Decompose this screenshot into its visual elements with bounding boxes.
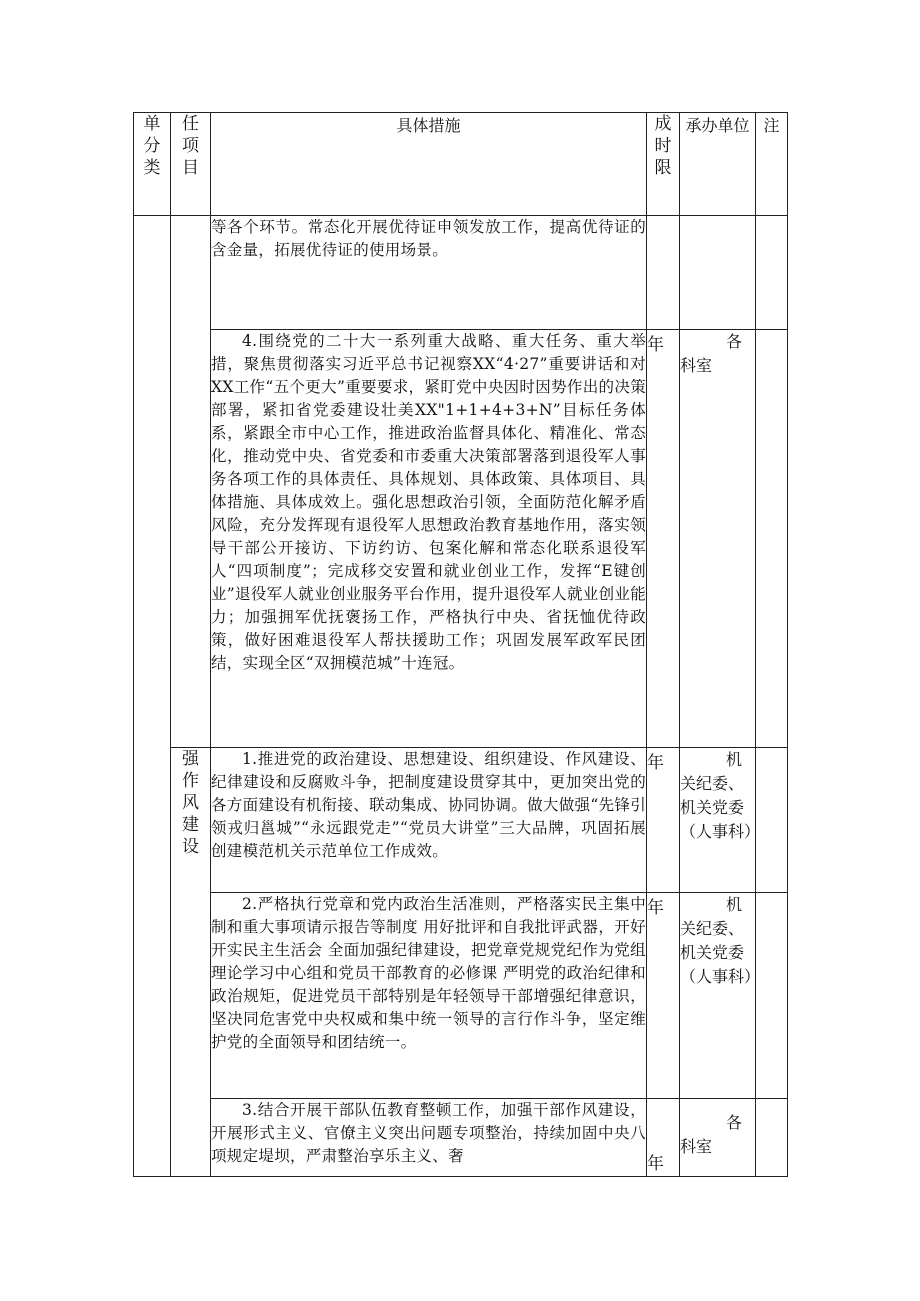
unit-cell xyxy=(680,216,756,330)
unit-cell: 机 关纪委、机关党委（人事科） xyxy=(680,893,756,1099)
remarks-cell xyxy=(756,893,788,1099)
header-responsible-unit: 承办单位 xyxy=(680,113,756,216)
remarks-cell xyxy=(756,1099,788,1177)
deadline-cell: 年 xyxy=(647,893,680,1099)
unit-cell: 机 关纪委、机关党委（人事科） xyxy=(680,748,756,893)
remarks-cell xyxy=(756,748,788,893)
measure-cell: 2.严格执行党章和党内政治生活准则，严格落实民主集中制和重大事项请示报告等制度 用好批评和自我批评武器，开好开实民主生活会 全面加强纪律建设，把党章党规党纪作为党组理论学习中心组和党员干部教育的必修课 严明党的政治纪律和政治规矩，促进党员干部特别是年轻领导干部增强纪律意识，坚决同危害党中央权威和集中统一领导的言行作斗争，坚定维护党的全面领导和团结统一。 xyxy=(211,893,647,1099)
measure-cell xyxy=(211,216,647,330)
unit-cell: 各 科室 xyxy=(680,330,756,748)
table-row xyxy=(134,1099,788,1177)
header-category: 单分类 xyxy=(134,113,171,216)
measure-cell: 4.围绕党的二十大一系列重大战略、重大任务、重大举措，聚焦贯彻落实习近平总书记视察XX“4·27”重要讲话和对XX工作“五个更大”重要要求，紧盯党中央因时因势作出的决策部署，紧扣省党委建设壮美XX"1+1+4+3+N”目标任务体系，紧跟全市中心工作，推进政治监督具体化、精准化、常态化，推动党中央、省党委和市委重大决策部署落到退役军人事务各项工作的具体责任、具体规划、具体政策、具体项目、具体措施、具体成效上。强化思想政治引领，全面防范化解矛盾风险，充分发挥现有退役军人思想政治教育基地作用，落实领导干部公开接访、下访约访、包案化解和常态化联系退役军人“四项制度”；完成移交安置和就业创业工作，发挥“E键创业”退役军人就业创业服务平台作用，提升退役军人就业创业能力；加强拥军优抚褒扬工作，严格执行中央、省抚恤优待政策，做好困难退役军人帮扶援助工作；巩固发展军政军民团结，实现全区“双拥模范城”十连冠。 xyxy=(211,330,647,748)
header-task-item: 任项目 xyxy=(171,113,211,216)
header-row xyxy=(134,113,788,216)
measure-cell: 1.推进党的政治建设、思想建设、组织建设、作风建设、纪律建设和反腐败斗争，把制度建设贯穿其中，更加突出党的各方面建设有机衔接、联动集成、协同协调。做大做强“先锋引领戎归邕城”“永远跟党走”“党员大讲堂”三大品牌，巩固拓展创建模范机关示范单位工作成效。 xyxy=(211,748,647,893)
measures-table xyxy=(133,112,788,1177)
section-label-cell xyxy=(171,748,211,1177)
measure-cell: 3.结合开展干部队伍教育整顿工作，加强干部作风建设，开展形式主义、官僚主义突出问题专项整治，持续加固中央八项规定堤坝，严肃整治享乐主义、奢 xyxy=(211,1099,647,1177)
header-remarks: 注 xyxy=(756,113,788,216)
unit-cell: 各 科室 xyxy=(680,1099,756,1177)
header-deadline: 成时限 xyxy=(647,113,680,216)
task-item-cell xyxy=(171,216,211,748)
deadline-cell xyxy=(647,216,680,330)
deadline-cell: 年 xyxy=(647,330,680,748)
table-row xyxy=(134,330,788,748)
table-row xyxy=(134,216,788,330)
header-measures: 具体措施 xyxy=(211,113,647,216)
category-cell xyxy=(134,216,171,1177)
deadline-cell: 年 xyxy=(647,1099,680,1177)
table-row xyxy=(134,748,788,893)
remarks-cell xyxy=(756,216,788,330)
measure-text: 等各个环节。常态化开展优待证申领发放工作，提高优待证的含金量，拓展优待证的使用场景。 xyxy=(211,218,646,259)
remarks-cell xyxy=(756,330,788,748)
deadline-cell: 年 xyxy=(647,748,680,893)
table-row xyxy=(134,893,788,1099)
section-label: 强作风建设 xyxy=(182,749,199,857)
